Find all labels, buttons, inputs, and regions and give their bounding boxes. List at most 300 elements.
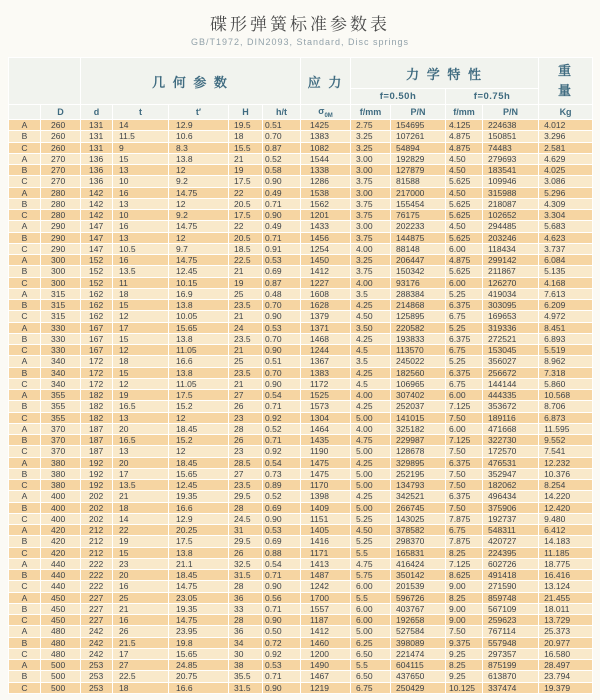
value-cell: 214868 <box>391 300 446 311</box>
value-cell: 3.75 <box>351 210 391 221</box>
value-cell: 19 <box>229 165 263 176</box>
value-cell: 227 <box>81 615 113 626</box>
value-cell: 10.568 <box>539 390 593 401</box>
value-cell: 0.71 <box>263 401 301 412</box>
value-cell: 476531 <box>483 457 539 468</box>
value-cell: 3.737 <box>539 243 593 254</box>
page-title: 碟形弹簧标准参数表 <box>210 15 390 35</box>
series-cell: A <box>9 457 41 468</box>
value-cell: 596726 <box>391 592 446 603</box>
value-cell: 142 <box>81 210 113 221</box>
table-row <box>9 255 593 266</box>
value-cell: 187 <box>81 435 113 446</box>
value-cell: 11.185 <box>539 547 593 558</box>
value-cell: 370 <box>41 435 81 446</box>
value-cell: 9 <box>113 142 169 153</box>
value-cell: 15.65 <box>169 648 229 659</box>
value-cell: 16 <box>113 187 169 198</box>
series-cell: B <box>9 671 41 682</box>
value-cell: 315 <box>41 288 81 299</box>
value-cell: 0.52 <box>263 153 301 164</box>
value-cell: 6.75 <box>446 311 483 322</box>
value-cell: 218087 <box>483 198 539 209</box>
value-cell: 28 <box>229 502 263 513</box>
value-cell: 400 <box>41 491 81 502</box>
value-cell: 182 <box>81 401 113 412</box>
value-cell: 288384 <box>391 288 446 299</box>
value-cell: 355 <box>41 401 81 412</box>
value-cell: 3.00 <box>351 187 391 198</box>
value-cell: 253 <box>81 660 113 671</box>
value-cell: 13.8 <box>169 547 229 558</box>
table-row <box>9 311 593 322</box>
value-cell: 325182 <box>391 423 446 434</box>
value-cell: 1219 <box>301 682 351 693</box>
value-cell: 444335 <box>483 390 539 401</box>
series-cell: B <box>9 536 41 547</box>
value-cell: 7.50 <box>446 626 483 637</box>
table-row <box>9 558 593 569</box>
value-cell: 340 <box>41 378 81 389</box>
value-cell: 4.50 <box>446 221 483 232</box>
value-cell: 3.25 <box>351 255 391 266</box>
value-cell: 303095 <box>483 300 539 311</box>
table-row <box>9 581 593 592</box>
value-cell: 26 <box>229 401 263 412</box>
value-cell: 3.50 <box>351 322 391 333</box>
value-cell: 378582 <box>391 525 446 536</box>
series-cell: A <box>9 322 41 333</box>
value-cell: 420 <box>41 536 81 547</box>
table-row <box>9 603 593 614</box>
value-cell: 5.00 <box>351 468 391 479</box>
value-cell: 19.379 <box>539 682 593 693</box>
value-cell: 1200 <box>301 648 351 659</box>
value-cell: 22.5 <box>113 671 169 682</box>
value-cell: 500 <box>41 660 81 671</box>
value-cell: 7.50 <box>446 480 483 491</box>
value-cell: 24.5 <box>229 513 263 524</box>
value-cell: 202233 <box>391 221 446 232</box>
table-row <box>9 423 593 434</box>
col-f-mm-075: f/mm <box>446 105 483 120</box>
value-cell: 31 <box>229 525 263 536</box>
value-cell: 290 <box>41 232 81 243</box>
value-cell: 0.58 <box>263 165 301 176</box>
col-d: d <box>81 105 113 120</box>
table-row <box>9 502 593 513</box>
value-cell: 106965 <box>391 378 446 389</box>
value-cell: 24.85 <box>169 660 229 671</box>
value-cell: 5.25 <box>446 288 483 299</box>
value-cell: 24 <box>229 322 263 333</box>
value-cell: 398089 <box>391 637 446 648</box>
value-cell: 152 <box>81 255 113 266</box>
sigma-symbol: σ <box>318 105 325 116</box>
value-cell: 16 <box>113 615 169 626</box>
value-cell: 3.00 <box>351 153 391 164</box>
value-cell: 23.794 <box>539 671 593 682</box>
value-cell: 1573 <box>301 401 351 412</box>
table-body <box>9 120 593 694</box>
value-cell: 271590 <box>483 581 539 592</box>
disc-spring-parameter-table <box>8 57 593 694</box>
value-cell: 1468 <box>301 333 351 344</box>
value-cell: 260 <box>41 142 81 153</box>
value-cell: 29.5 <box>229 536 263 547</box>
value-cell: 1242 <box>301 581 351 592</box>
value-cell: 471668 <box>483 423 539 434</box>
table-row <box>9 356 593 367</box>
value-cell: 270 <box>41 165 81 176</box>
series-cell: A <box>9 120 41 131</box>
value-cell: 35.5 <box>229 671 263 682</box>
value-cell: 7.125 <box>446 435 483 446</box>
value-cell: 12 <box>169 232 229 243</box>
value-cell: 7.541 <box>539 446 593 457</box>
value-cell: 36 <box>229 592 263 603</box>
value-cell: 136 <box>81 165 113 176</box>
value-cell: 0.87 <box>263 142 301 153</box>
series-cell: A <box>9 660 41 671</box>
value-cell: 279693 <box>483 153 539 164</box>
value-cell: 4.00 <box>351 423 391 434</box>
value-cell: 15 <box>113 300 169 311</box>
value-cell: 0.48 <box>263 288 301 299</box>
value-cell: 16.416 <box>539 570 593 581</box>
value-cell: 0.53 <box>263 525 301 536</box>
value-cell: 1460 <box>301 637 351 648</box>
value-cell: 7.875 <box>446 536 483 547</box>
series-cell: C <box>9 513 41 524</box>
value-cell: 1490 <box>301 660 351 671</box>
value-cell: 15.5 <box>229 142 263 153</box>
value-cell: 260 <box>41 120 81 131</box>
value-cell: 0.49 <box>263 221 301 232</box>
value-cell: 19.8 <box>169 637 229 648</box>
value-cell: 19.5 <box>229 120 263 131</box>
value-cell: 0.69 <box>263 266 301 277</box>
group-header-row <box>9 58 593 89</box>
value-cell: 1413 <box>301 558 351 569</box>
value-cell: 1435 <box>301 435 351 446</box>
series-cell: B <box>9 367 41 378</box>
value-cell: 1456 <box>301 232 351 243</box>
value-cell: 12.232 <box>539 457 593 468</box>
table-row <box>9 266 593 277</box>
value-cell: 1398 <box>301 491 351 502</box>
value-cell: 491418 <box>483 570 539 581</box>
value-cell: 0.87 <box>263 277 301 288</box>
value-cell: 192829 <box>391 153 446 164</box>
value-cell: 500 <box>41 671 81 682</box>
value-cell: 187 <box>81 423 113 434</box>
value-cell: 15.65 <box>169 468 229 479</box>
value-cell: 1187 <box>301 615 351 626</box>
series-cell: B <box>9 165 41 176</box>
value-cell: 8.25 <box>446 660 483 671</box>
value-cell: 15 <box>113 547 169 558</box>
table-row <box>9 435 593 446</box>
value-cell: 10.6 <box>169 131 229 142</box>
value-cell: 21.1 <box>169 558 229 569</box>
value-cell: 0.70 <box>263 300 301 311</box>
value-cell: 859748 <box>483 592 539 603</box>
value-cell: 280 <box>41 198 81 209</box>
value-cell: 18.775 <box>539 558 593 569</box>
value-cell: 13.8 <box>169 333 229 344</box>
value-cell: 10.15 <box>169 277 229 288</box>
value-cell: 4.00 <box>351 277 391 288</box>
table-row <box>9 626 593 637</box>
value-cell: 5.683 <box>539 221 593 232</box>
value-cell: 3.00 <box>351 221 391 232</box>
value-cell: 1304 <box>301 412 351 423</box>
value-cell: 4.309 <box>539 198 593 209</box>
value-cell: 23 <box>229 446 263 457</box>
table-row <box>9 288 593 299</box>
value-cell: 0.54 <box>263 457 301 468</box>
value-cell: 4.025 <box>539 165 593 176</box>
series-cell: B <box>9 603 41 614</box>
series-cell: B <box>9 300 41 311</box>
value-cell: 1544 <box>301 153 351 164</box>
value-cell: 34 <box>229 637 263 648</box>
value-cell: 1190 <box>301 446 351 457</box>
value-cell: 342521 <box>391 491 446 502</box>
value-cell: 17 <box>113 648 169 659</box>
value-cell: 8.625 <box>446 570 483 581</box>
value-cell: 21 <box>229 153 263 164</box>
value-cell: 0.71 <box>263 232 301 243</box>
value-cell: 18.45 <box>169 457 229 468</box>
value-cell: 182 <box>81 390 113 401</box>
value-cell: 1371 <box>301 322 351 333</box>
value-cell: 172 <box>81 367 113 378</box>
value-cell: 1538 <box>301 187 351 198</box>
value-cell: 13 <box>113 446 169 457</box>
value-cell: 21 <box>229 378 263 389</box>
table-row <box>9 221 593 232</box>
value-cell: 337474 <box>483 682 539 693</box>
value-cell: 256672 <box>483 367 539 378</box>
table-row <box>9 378 593 389</box>
series-cell: A <box>9 558 41 569</box>
value-cell: 496434 <box>483 491 539 502</box>
value-cell: 253 <box>81 682 113 693</box>
value-cell: 5.625 <box>446 210 483 221</box>
value-cell: 7.875 <box>446 513 483 524</box>
value-cell: 242 <box>81 637 113 648</box>
value-cell: 10.05 <box>169 311 229 322</box>
table-row <box>9 367 593 378</box>
value-cell: 420727 <box>483 536 539 547</box>
value-cell: 7.50 <box>446 502 483 513</box>
value-cell: 370 <box>41 446 81 457</box>
value-cell: 353672 <box>483 401 539 412</box>
value-cell: 329895 <box>391 457 446 468</box>
value-cell: 0.91 <box>263 243 301 254</box>
table-row <box>9 637 593 648</box>
value-cell: 167 <box>81 322 113 333</box>
value-cell: 4.25 <box>351 333 391 344</box>
value-cell: 18 <box>113 682 169 693</box>
value-cell: 4.25 <box>351 491 391 502</box>
value-cell: 6.209 <box>539 300 593 311</box>
value-cell: 14.75 <box>169 255 229 266</box>
value-cell: 0.92 <box>263 412 301 423</box>
value-cell: 217000 <box>391 187 446 198</box>
table-row <box>9 682 593 693</box>
value-cell: 0.90 <box>263 615 301 626</box>
series-cell: C <box>9 142 41 153</box>
value-cell: 355 <box>41 412 81 423</box>
value-cell: 7.318 <box>539 367 593 378</box>
value-cell: 1700 <box>301 592 351 603</box>
value-cell: 319336 <box>483 322 539 333</box>
header-geometry: 几 何 参 数 <box>81 58 301 105</box>
value-cell: 6.50 <box>351 648 391 659</box>
table-row <box>9 525 593 536</box>
value-cell: 280 <box>41 210 81 221</box>
value-cell: 5.135 <box>539 266 593 277</box>
page-subtitle: GB/T1972, DIN2093, Standard, Disc springs <box>190 37 410 47</box>
value-cell: 11.05 <box>169 378 229 389</box>
value-cell: 272521 <box>483 333 539 344</box>
value-cell: 201539 <box>391 581 446 592</box>
value-cell: 12.9 <box>169 120 229 131</box>
value-cell: 222 <box>81 581 113 592</box>
value-cell: 162 <box>81 288 113 299</box>
value-cell: 144875 <box>391 232 446 243</box>
table-row <box>9 176 593 187</box>
value-cell: 107261 <box>391 131 446 142</box>
value-cell: 9.480 <box>539 513 593 524</box>
value-cell: 192737 <box>483 513 539 524</box>
value-cell: 8.3 <box>169 142 229 153</box>
value-cell: 152 <box>81 277 113 288</box>
series-cell: B <box>9 333 41 344</box>
value-cell: 20.75 <box>169 671 229 682</box>
value-cell: 290 <box>41 221 81 232</box>
series-cell: A <box>9 491 41 502</box>
value-cell: 3.75 <box>351 176 391 187</box>
value-cell: 440 <box>41 558 81 569</box>
value-cell: 11.5 <box>113 131 169 142</box>
header-f075: f=0.75h <box>446 89 539 105</box>
value-cell: 20.5 <box>229 232 263 243</box>
value-cell: 141015 <box>391 412 446 423</box>
value-cell: 15.65 <box>169 322 229 333</box>
value-cell: 4.168 <box>539 277 593 288</box>
value-cell: 4.50 <box>351 311 391 322</box>
value-cell: 1412 <box>301 266 351 277</box>
value-cell: 11.595 <box>539 423 593 434</box>
series-cell: B <box>9 266 41 277</box>
value-cell: 134793 <box>391 480 446 491</box>
value-cell: 10.5 <box>113 243 169 254</box>
value-cell: 21.5 <box>113 637 169 648</box>
value-cell: 203246 <box>483 232 539 243</box>
header-weight-bottom: 量 <box>558 83 574 98</box>
value-cell: 131 <box>81 142 113 153</box>
value-cell: 4.012 <box>539 120 593 131</box>
value-cell: 12 <box>169 412 229 423</box>
value-cell: 1244 <box>301 345 351 356</box>
table-row <box>9 468 593 479</box>
value-cell: 7.613 <box>539 288 593 299</box>
value-cell: 0.72 <box>263 637 301 648</box>
value-cell: 227 <box>81 603 113 614</box>
value-cell: 4.00 <box>351 243 391 254</box>
value-cell: 1383 <box>301 367 351 378</box>
value-cell: 17 <box>113 322 169 333</box>
value-cell: 13.729 <box>539 615 593 626</box>
value-cell: 21 <box>229 266 263 277</box>
value-cell: 19 <box>113 390 169 401</box>
value-cell: 4.50 <box>446 153 483 164</box>
value-cell: 3.75 <box>351 232 391 243</box>
value-cell: 220582 <box>391 322 446 333</box>
table-row <box>9 412 593 423</box>
value-cell: 193833 <box>391 333 446 344</box>
value-cell: 4.875 <box>446 131 483 142</box>
value-cell: 5.00 <box>351 412 391 423</box>
value-cell: 1170 <box>301 480 351 491</box>
value-cell: 28.497 <box>539 660 593 671</box>
col-t-prime: t′ <box>169 105 229 120</box>
value-cell: 480 <box>41 637 81 648</box>
value-cell: 0.92 <box>263 446 301 457</box>
value-cell: 3.5 <box>351 356 391 367</box>
value-cell: 12 <box>169 165 229 176</box>
value-cell: 9.00 <box>446 615 483 626</box>
value-cell: 4.50 <box>446 165 483 176</box>
series-cell: B <box>9 570 41 581</box>
col-sigma-0M <box>301 105 351 120</box>
value-cell: 5.25 <box>351 536 391 547</box>
table-row <box>9 446 593 457</box>
table-row <box>9 243 593 254</box>
value-cell: 21 <box>113 491 169 502</box>
value-cell: 25 <box>113 592 169 603</box>
value-cell: 8.25 <box>446 592 483 603</box>
value-cell: 3.75 <box>351 198 391 209</box>
value-cell: 4.50 <box>446 187 483 198</box>
series-cell: C <box>9 412 41 423</box>
table-row <box>9 210 593 221</box>
value-cell: 10.376 <box>539 468 593 479</box>
value-cell: 192 <box>81 457 113 468</box>
value-cell: 7.125 <box>446 558 483 569</box>
value-cell: 380 <box>41 457 81 468</box>
value-cell: 27 <box>229 468 263 479</box>
table-row <box>9 120 593 131</box>
value-cell: 322730 <box>483 435 539 446</box>
value-cell: 1082 <box>301 142 351 153</box>
value-cell: 202 <box>81 502 113 513</box>
value-cell: 26 <box>229 547 263 558</box>
value-cell: 0.73 <box>263 468 301 479</box>
value-cell: 8.254 <box>539 480 593 491</box>
value-cell: 266745 <box>391 502 446 513</box>
table-row <box>9 198 593 209</box>
value-cell: 155454 <box>391 198 446 209</box>
value-cell: 169653 <box>483 311 539 322</box>
value-cell: 21.455 <box>539 592 593 603</box>
value-cell: 182 <box>81 412 113 423</box>
value-cell: 0.90 <box>263 513 301 524</box>
